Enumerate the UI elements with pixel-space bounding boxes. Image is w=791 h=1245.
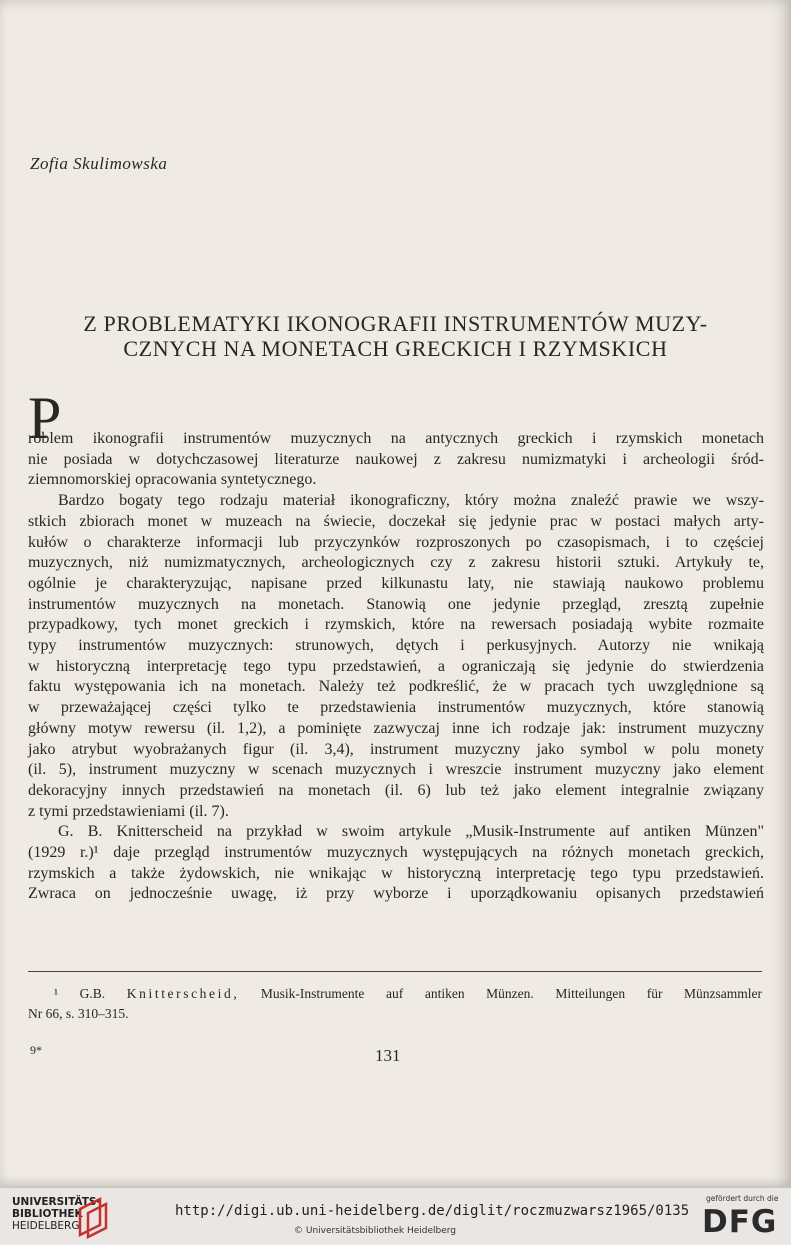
title-line-1: Z PROBLEMATYKI IKONOGRAFII INSTRUMENTÓW MUZY- xyxy=(83,311,708,336)
text-line: nie posiada w dotychczasowej literaturze naukowej z zakresu numizmatyki i archeologii śród- xyxy=(28,450,764,468)
text-line: jako atrybut wyobrażanych figur (il. 3,4), instrument muzyczny jako symbol w polu monety xyxy=(28,740,764,758)
text-line: faktu występowania ich na monetach. Należy też podkreślić, że w pracach tych uwzględnione są xyxy=(28,678,764,696)
text-line: (il. 5), instrument muzyczny w scenach muzycznych i wreszcie instrument muzyczny jako element xyxy=(28,761,764,779)
text-line: w przeważającej części tylko te przedstawienia instrumentów muzycznych, które stanowią xyxy=(28,699,764,717)
library-line: UNIVERSITÄTS- xyxy=(12,1196,101,1208)
drop-cap: P xyxy=(28,385,62,451)
paragraph-2 xyxy=(28,491,764,822)
library-line: BIBLIOTHEK xyxy=(12,1208,83,1220)
funder-note: gefördert durch die xyxy=(706,1194,779,1203)
text-line: typy instrumentów muzycznych: strunowych, dętych i perkusyjnych. Autorzy nie wnikają xyxy=(28,637,764,655)
footnote-citation: Musik-Instrumente auf antiken Münzen. Mitteilungen für Münzsammler xyxy=(260,986,763,1001)
text-line: dekoracyjny innych przedstawień na monetach (il. 6) lub też jako element integralnie związany xyxy=(28,781,764,799)
footnote-initials: G.B. xyxy=(79,986,106,1001)
dfg-logo[interactable]: DFG xyxy=(702,1204,778,1240)
author-name: Zofia Skulimowska xyxy=(30,154,168,173)
permalink-url[interactable]: http://digi.ub.uni-heidelberg.de/diglit/roczmuzwarsz1965/0135 xyxy=(175,1203,690,1219)
title-line-2: CZNYCH NA MONETACH GRECKICH I RZYMSKICH xyxy=(123,336,668,361)
text-line: przypadkowy, tych monet greckich i rzymskich, które na rewersach posiadają wybite rozmaite xyxy=(28,616,764,634)
signature-mark: 9* xyxy=(30,1043,42,1057)
viewer-footer xyxy=(0,1187,791,1245)
footnote-author: Knitterscheid, xyxy=(126,986,240,1001)
text-line: z tymi przedstawieniami (il. 7). xyxy=(28,802,229,820)
text-line: główny motyw rewersu (il. 1,2), a pominięte zazwyczaj inne ich rodzaje jak: instrument muzyczny xyxy=(28,719,764,737)
text-line: instrumentów muzycznych na monetach. Stanowią one jedynie przegląd, zresztą zupełnie xyxy=(28,595,764,613)
article-body xyxy=(28,385,764,905)
article-title xyxy=(20,311,771,361)
footnote-line-1 xyxy=(28,984,762,1004)
paragraph-1 xyxy=(28,385,764,491)
copyright-notice: © Universitätsbibliothek Heidelberg xyxy=(294,1226,457,1236)
university-logo-icon[interactable] xyxy=(76,1195,110,1239)
text-line: ogólnie je charakteryzując, napisane przed kilkunastu laty, nie stawiają naukowo problemu xyxy=(28,574,764,592)
text-line: w historyczną interpretację tego typu przedstawień, a ograniczają się jedynie do stwierdzenia xyxy=(28,657,764,675)
page-number: 131 xyxy=(375,1046,401,1065)
text-line: G. B. Knitterscheid na przykład w swoim artykule „Musik-Instrumente auf antiken Münzen" xyxy=(58,823,764,841)
footnote-marker: ¹ xyxy=(54,986,59,1001)
text-line: muzycznych, niż numizmatycznych, archeologicznych czy z zakresu historii sztuki. Artykuły te, xyxy=(28,554,764,572)
text-line: (1929 r.)¹ daje przegląd instrumentów muzycznych występujących na różnych monetach greckich, xyxy=(28,844,764,862)
footnote-divider xyxy=(28,971,762,972)
text-line: kułów o charakterze informacji lub przyczynków rozproszonych po czasopismach, i to częściej xyxy=(28,533,764,551)
library-line: HEIDELBERG xyxy=(12,1220,80,1232)
paragraph-3 xyxy=(28,822,764,905)
text-line: Bardzo bogaty tego rodzaju materiał ikonograficzny, który można znaleźć prawie we wszy- xyxy=(58,492,764,510)
text-line: stkich zbiorach monet w muzeach na świecie, doczekał się jedynie prac w postaci małych arty- xyxy=(28,512,764,530)
text-line: roblem ikonografii instrumentów muzycznych na antycznych greckich i rzymskich monetach xyxy=(28,430,764,447)
footnote-line-2: Nr 66, s. 310–315. xyxy=(28,1006,129,1021)
text-line: rzymskich a także żydowskich, nie wnikając w historyczną interpretację tego typu przedstawień. xyxy=(28,864,764,882)
text-line: ziemnomorskiej opracowania syntetycznego. xyxy=(28,471,317,489)
text-line: Zwraca on jednocześnie uwagę, iż przy wyborze i uporządkowaniu opisanych przedstawień xyxy=(28,885,764,903)
footnote xyxy=(28,984,762,1024)
